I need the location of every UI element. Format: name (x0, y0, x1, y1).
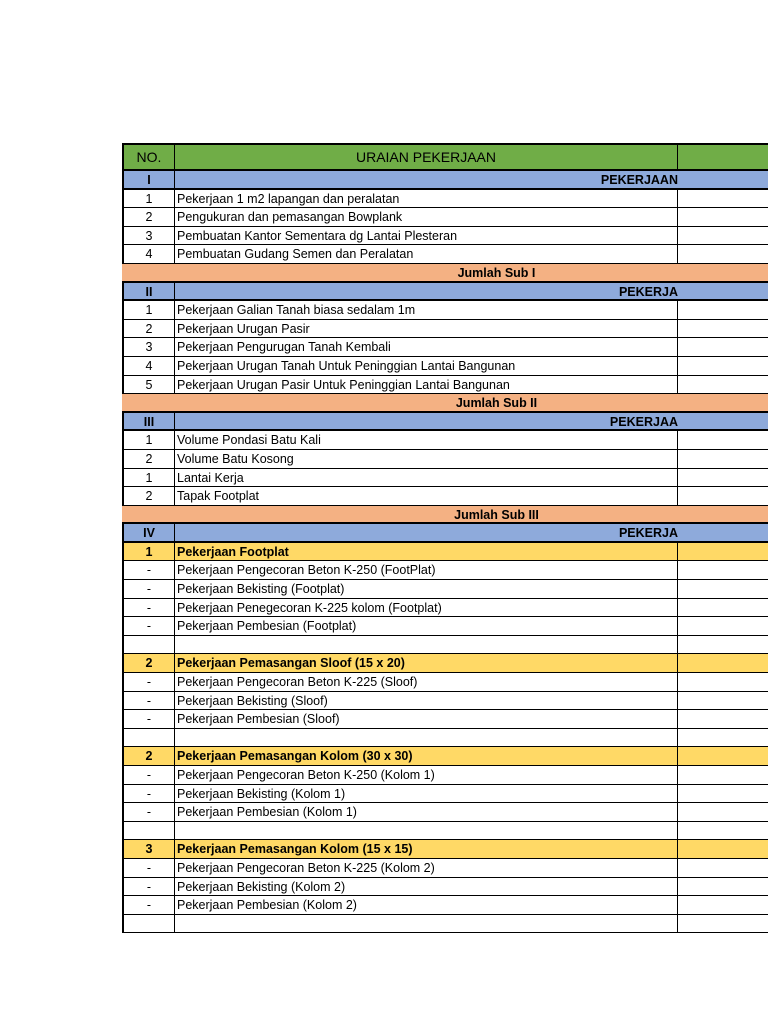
table-row-group (122, 840, 768, 859)
row-description: Pekerjaan Pengurugan Tanah Kembali (175, 338, 678, 356)
section-title (175, 413, 768, 430)
section-title (175, 283, 768, 300)
row-number: 2 (122, 320, 175, 338)
table-body (122, 171, 768, 933)
row-number: 1 (122, 431, 175, 449)
row-number: - (122, 580, 175, 598)
row-description: Pekerjaan 1 m2 lapangan dan peralatan (175, 190, 678, 208)
row-number: 3 (122, 338, 175, 356)
table-row-item (122, 376, 768, 395)
row-description: Pekerjaan Bekisting (Kolom 2) (175, 878, 678, 896)
header-description: URAIAN PEKERJAAN (175, 145, 678, 169)
row-description: Pekerjaan Pengecoran Beton K-250 (FootPlat) (175, 561, 678, 579)
table-row-item (122, 561, 768, 580)
row-description: Pekerjaan Footplat (175, 543, 678, 561)
table-row-group (122, 654, 768, 673)
row-number: 1 (122, 469, 175, 487)
table-row-item (122, 580, 768, 599)
row-number: - (122, 710, 175, 728)
row-description: Pekerjaan Pembesian (Footplat) (175, 617, 678, 635)
row-description: Pekerjaan Pemasangan Kolom (15 x 15) (175, 840, 678, 858)
section-title-text: PEKERJAA (609, 414, 678, 429)
row-number (122, 264, 175, 281)
row-description: Pengukuran dan pemasangan Bowplank (175, 208, 678, 226)
row-number (122, 636, 175, 654)
table-row-blank (122, 915, 768, 934)
table-row-item (122, 710, 768, 729)
row-number: - (122, 859, 175, 877)
row-number: II (122, 283, 175, 300)
table-row-section (122, 524, 768, 543)
table-row-item (122, 450, 768, 469)
row-number: - (122, 599, 175, 617)
row-number: 2 (122, 747, 175, 765)
row-description: Pekerjaan Urugan Pasir (175, 320, 678, 338)
row-number: 2 (122, 487, 175, 505)
row-number: III (122, 413, 175, 430)
table-row-item (122, 766, 768, 785)
row-number: 1 (122, 190, 175, 208)
row-number: - (122, 896, 175, 914)
subtotal-label: Jumlah Sub III (454, 507, 539, 522)
row-number: 1 (122, 301, 175, 319)
row-description: Pekerjaan Pembesian (Sloof) (175, 710, 678, 728)
row-description: Lantai Kerja (175, 469, 678, 487)
table-row-item (122, 785, 768, 804)
row-description: Pekerjaan Pembesian (Kolom 2) (175, 896, 678, 914)
row-number: - (122, 673, 175, 691)
table-row-item (122, 487, 768, 506)
row-description: Pekerjaan Pengecoran Beton K-250 (Kolom 1) (175, 766, 678, 784)
table-header-row (122, 143, 768, 171)
row-description: Pembuatan Gudang Semen dan Peralatan (175, 245, 678, 263)
work-items-table (122, 143, 768, 933)
row-description: Pekerjaan Bekisting (Sloof) (175, 692, 678, 710)
section-title (175, 524, 768, 541)
table-row-item (122, 338, 768, 357)
table-row-item (122, 469, 768, 488)
row-number (122, 506, 175, 523)
section-title-text: PEKERJAAN (600, 173, 678, 187)
table-row-item (122, 245, 768, 264)
table-row-item (122, 190, 768, 209)
table-row-item (122, 227, 768, 246)
row-description: Pekerjaan Bekisting (Kolom 1) (175, 785, 678, 803)
row-number (122, 394, 175, 411)
row-number: I (122, 171, 175, 188)
table-row-item (122, 673, 768, 692)
subtotal-label: Jumlah Sub I (457, 265, 536, 280)
table-row-item (122, 803, 768, 822)
row-description (175, 636, 678, 654)
row-number: 5 (122, 376, 175, 394)
table-row-blank (122, 729, 768, 748)
row-number: 2 (122, 654, 175, 672)
row-description: Pekerjaan Urugan Tanah Untuk Peninggian Lantai Bangunan (175, 357, 678, 375)
row-number: - (122, 803, 175, 821)
row-number: 2 (122, 450, 175, 468)
row-description: Pekerjaan Pengecoran Beton K-225 (Kolom 2) (175, 859, 678, 877)
table-row-group (122, 747, 768, 766)
row-description: Pekerjaan Pembesian (Kolom 1) (175, 803, 678, 821)
table-row-section (122, 283, 768, 302)
header-no: NO. (122, 145, 175, 169)
row-number: - (122, 785, 175, 803)
table-row-item (122, 208, 768, 227)
row-number: - (122, 692, 175, 710)
row-description: Pekerjaan Pemasangan Kolom (30 x 30) (175, 747, 678, 765)
table-row-item (122, 301, 768, 320)
table-row-item (122, 692, 768, 711)
section-title (175, 171, 768, 188)
row-description: Tapak Footplat (175, 487, 678, 505)
row-number: 3 (122, 227, 175, 245)
table-row-section (122, 171, 768, 190)
row-number: 2 (122, 208, 175, 226)
table-row-item (122, 878, 768, 897)
row-number: 4 (122, 245, 175, 263)
table-row-item (122, 599, 768, 618)
row-description: Pekerjaan Bekisting (Footplat) (175, 580, 678, 598)
row-number (122, 822, 175, 840)
row-number (122, 915, 175, 933)
table-row-item (122, 431, 768, 450)
section-title-text: PEKERJA (618, 526, 678, 541)
row-description (175, 915, 678, 933)
table-row-item (122, 617, 768, 636)
row-description: Pekerjaan Urugan Pasir Untuk Peninggian Lantai Bangunan (175, 376, 678, 394)
table-row-item (122, 859, 768, 878)
row-number (122, 729, 175, 747)
row-description: Pekerjaan Galian Tanah biasa sedalam 1m (175, 301, 678, 319)
row-description (175, 822, 678, 840)
row-description: Pekerjaan Pemasangan Sloof (15 x 20) (175, 654, 678, 672)
row-number: - (122, 617, 175, 635)
row-number: 3 (122, 840, 175, 858)
table-row-sub (122, 264, 768, 283)
row-description: Pembuatan Kantor Sementara dg Lantai Plesteran (175, 227, 678, 245)
table-row-blank (122, 636, 768, 655)
table-row-item (122, 357, 768, 376)
row-description: Volume Pondasi Batu Kali (175, 431, 678, 449)
table-row-sub (122, 394, 768, 413)
row-description: Pekerjaan Penegecoran K-225 kolom (Footplat) (175, 599, 678, 617)
row-description: Volume Batu Kosong (175, 450, 678, 468)
section-title-text: PEKERJA (618, 284, 678, 299)
row-description (175, 729, 678, 747)
row-number: - (122, 561, 175, 579)
subtotal-label: Jumlah Sub II (455, 396, 538, 411)
table-row-sub (122, 506, 768, 525)
table-row-blank (122, 822, 768, 841)
table-row-section (122, 413, 768, 432)
table-row-group (122, 543, 768, 562)
row-number: - (122, 878, 175, 896)
row-number: 1 (122, 543, 175, 561)
row-number: 4 (122, 357, 175, 375)
table-row-item (122, 320, 768, 339)
row-number: IV (122, 524, 175, 541)
row-number: - (122, 766, 175, 784)
row-description: Pekerjaan Pengecoran Beton K-225 (Sloof) (175, 673, 678, 691)
table-row-item (122, 896, 768, 915)
